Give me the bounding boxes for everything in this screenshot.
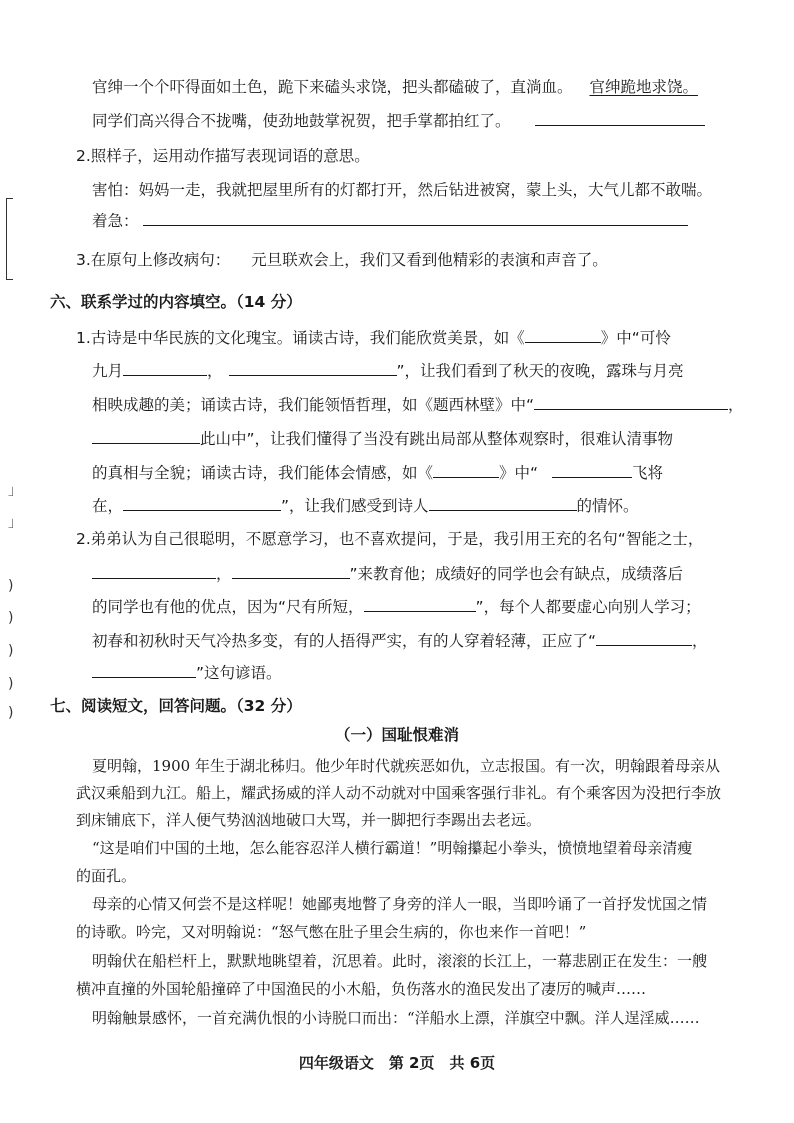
- s6-line4: [92, 428, 673, 449]
- answer-blank[interactable]: [232, 563, 350, 579]
- s6-text: ，: [216, 565, 232, 583]
- passage-text: 横冲直撞的外国轮船撞碎了中国渔民的小木船，负伤落水的渔民发出了凄厉的喊声……: [76, 980, 647, 998]
- page-footer: [0, 1052, 794, 1073]
- passage-text: 夏明翰，1900 年生于湖北秭归。他少年时代就疾恶如仇，立志报国。有一次，明翰跟着母亲从: [92, 757, 720, 775]
- s6-text: ”，让我们感受到诗人: [281, 497, 429, 515]
- example-text: 妈妈一走，我就把屋里所有的灯都打开，然后钻进被窝，蒙上头，大气儿都不敢喘。: [138, 181, 713, 199]
- s6-text: ”这句谚语。: [196, 664, 282, 682]
- q5-anxious: [92, 210, 688, 231]
- s6-line1: [76, 327, 671, 348]
- s6-text: 在，: [92, 497, 124, 515]
- item3-label: 3.在原句上修改病句：: [76, 251, 231, 269]
- passage-title-text: （一）国耻恨难消: [334, 726, 459, 744]
- answer-blank[interactable]: [525, 327, 601, 343]
- answer-blank[interactable]: [229, 360, 397, 376]
- passage-text: 到床铺底下，洋人便气势汹汹地破口大骂，并一脚把行李踢出去老远。: [76, 811, 542, 829]
- s6-text: 》中“可怜: [600, 329, 671, 347]
- passage-line: [76, 810, 541, 830]
- s6-text: 1.古诗是中华民族的文化瑰宝。诵读古诗，我们能欣赏美景，如《: [76, 329, 525, 347]
- s6-q2-line1: [76, 529, 703, 549]
- anxious-blank[interactable]: [143, 210, 688, 226]
- s6-text: 九月: [92, 362, 124, 380]
- s6-text: ，: [692, 632, 708, 650]
- answer-blank[interactable]: [123, 360, 207, 376]
- q5-line2-text: 同学们高兴得合不拢嘴，使劲地鼓掌祝贺，把手掌都拍红了。: [92, 112, 511, 130]
- q5-line1-text: 官绅一个个吓得面如土色，跪下来磕头求饶，把头都磕破了，直淌血。: [92, 78, 573, 96]
- s6-text: 的真相与全貌；诵读古诗，我们能体会情感，如《: [92, 464, 434, 482]
- s6-q2-line4: [92, 630, 708, 651]
- passage-text: 的面孔。: [76, 867, 137, 885]
- answer-blank[interactable]: [92, 428, 200, 444]
- example-label: 害怕：: [92, 181, 139, 199]
- q5-example: [92, 180, 712, 200]
- passage-line: [92, 756, 720, 776]
- s6-text: ”来教育他；成绩好的同学也会有缺点，成绩落后: [349, 565, 684, 583]
- s6-text: 相映成趣的美；诵读古诗，我们能领悟哲理，如《题西林壁》中“: [92, 396, 535, 414]
- answer-blank[interactable]: [433, 462, 499, 478]
- s6-text: ”，让我们看到了秋天的夜晚，露珠与月亮: [396, 362, 684, 380]
- margin-mark: ): [8, 705, 14, 721]
- passage-line: [76, 922, 586, 942]
- passage-line: [92, 894, 707, 914]
- answer-blank[interactable]: [92, 563, 216, 579]
- q5-line2: [92, 110, 705, 131]
- passage-line: [92, 951, 707, 971]
- answer-blank[interactable]: [552, 462, 632, 478]
- q5-line1: [92, 77, 698, 97]
- q5-item2-text: 2.照样子，运用动作描写表现词语的意思。: [76, 147, 370, 165]
- margin-mark: ): [8, 643, 14, 659]
- s6-line2: [92, 360, 684, 381]
- s6-text: 》中“: [499, 464, 539, 482]
- binding-bracket: [6, 198, 13, 280]
- s6-text: 2.弟弟认为自己很聪明，不愿意学习，也不喜欢提问，于是，我引用王充的名句“智能之士，: [76, 530, 704, 548]
- section6-title: [50, 292, 302, 312]
- passage-text: 明翰伏在船栏杆上，默默地眺望着，沉思着。此时，滚滚的长江上，一幕悲剧正在发生：一艘: [92, 952, 708, 970]
- s6-text: 的同学也有他的优点，因为“尺有所短，: [92, 598, 364, 616]
- answer-blank[interactable]: [596, 630, 692, 646]
- passage-text: 的诗歌。吟完，又对明翰说：“怒气憋在肚子里会生病的，你也来作一首吧！”: [76, 923, 587, 941]
- s6-q2-line3: [92, 596, 701, 617]
- passage-line: [92, 1008, 700, 1028]
- passage-title: [0, 725, 794, 745]
- passage-text: 母亲的心情又何尝不是这样呢！她鄙夷地瞥了身旁的洋人一眼，当即吟诵了一首抒发忧国之情: [92, 895, 708, 913]
- s6-text: 飞将: [632, 464, 664, 482]
- margin-mark: 」: [8, 515, 22, 531]
- answer-blank[interactable]: [364, 596, 476, 612]
- s6-q2-line5: [92, 662, 282, 683]
- s6-text: 初春和初秋时天气冷热多变，有的人捂得严实，有的人穿着轻薄，正应了“: [92, 632, 597, 650]
- margin-mark: ): [8, 578, 14, 594]
- passage-text: 武汉乘船到九江。船上，耀武扬威的洋人动不动就对中国乘客强行非礼。有个乘客因为没把行李放: [76, 784, 722, 802]
- item3-sentence: 元旦联欢会上，我们又看到他精彩的表演和声音了。: [251, 251, 608, 269]
- s6-text: 此山中”，让我们懂得了当没有跳出局部从整体观察时，很难认清事物: [200, 430, 674, 448]
- s6-q2-line2: [92, 563, 683, 584]
- q5-line1-answer: 官绅跪地求饶。: [589, 78, 698, 96]
- page-footer-text: 四年级语文 第 2页 共 6页: [298, 1054, 496, 1072]
- s6-line6: [92, 495, 639, 516]
- margin-mark: ): [8, 610, 14, 626]
- section7-title: [50, 696, 302, 716]
- answer-blank[interactable]: [534, 394, 728, 410]
- answer-blank[interactable]: [429, 495, 577, 511]
- passage-line: [76, 866, 136, 886]
- s6-text: ，: [207, 362, 223, 380]
- passage-line: [76, 979, 646, 999]
- section7-title-text: 七、阅读短文，回答问题。（32 分）: [50, 697, 302, 715]
- answer-blank[interactable]: [92, 662, 196, 678]
- s6-line3: [92, 394, 744, 415]
- passage-line: [92, 838, 692, 858]
- margin-mark: ): [8, 676, 14, 692]
- s6-text: ”，每个人都要虚心向别人学习；: [475, 598, 701, 616]
- anxious-label: 着急：: [92, 212, 139, 230]
- passage-text: “这是咱们中国的土地，怎么能容忍洋人横行霸道！”明翰攥起小拳头，愤愤地望着母亲清瘦: [92, 839, 693, 857]
- section6-title-text: 六、联系学过的内容填空。（14 分）: [50, 293, 302, 311]
- margin-mark: 」: [8, 483, 22, 499]
- s6-text: 的情怀。: [576, 497, 639, 515]
- q5-item3: [76, 250, 608, 270]
- s6-text: ，: [728, 396, 744, 414]
- passage-text: 明翰触景感怀，一首充满仇恨的小诗脱口而出：“洋船水上漂，洋旗空中飘。洋人逞淫威……: [92, 1009, 700, 1027]
- q5-item2: [76, 146, 370, 166]
- answer-blank[interactable]: [123, 495, 281, 511]
- passage-line: [76, 783, 721, 803]
- answer-blank[interactable]: [535, 110, 705, 126]
- s6-line5: [92, 462, 663, 483]
